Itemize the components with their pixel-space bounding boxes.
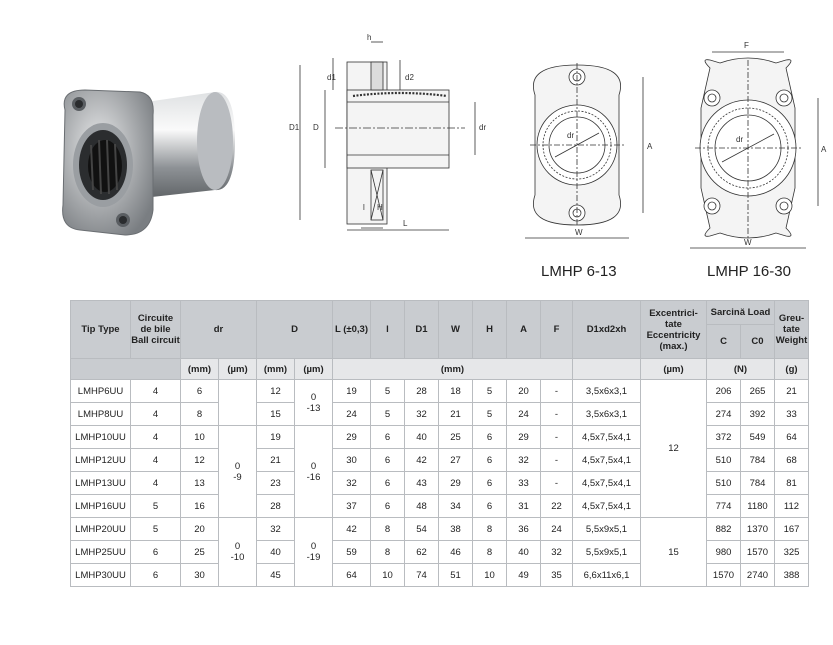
front-large-F-label: F [744, 41, 749, 50]
cell-dr-tol-blank [219, 380, 257, 426]
cell-ball-circuit: 4 [131, 449, 181, 472]
cell-D1: 28 [405, 380, 439, 403]
cell-W: 38 [439, 518, 473, 541]
unit-D-mm: (mm) [257, 359, 295, 380]
unit-dr-mm: (mm) [181, 359, 219, 380]
cell-ball-circuit: 4 [131, 426, 181, 449]
dim-D-label: D [313, 123, 319, 132]
cell-A: 49 [507, 564, 541, 587]
dim-h-label: h [367, 33, 372, 42]
tolerance-lower: -10 [230, 552, 245, 563]
caption-lmhp-16-30: LMHP 16-30 [707, 263, 791, 280]
cell-dr: 10 [181, 426, 219, 449]
cell-D: 15 [257, 403, 295, 426]
cell-F: - [541, 449, 573, 472]
tolerance-upper: 0 [310, 391, 317, 403]
cell-C0: 2740 [741, 564, 775, 587]
header-D1: D1 [405, 301, 439, 359]
cell-type: LMHP8UU [71, 403, 131, 426]
front-view-large-drawing [680, 38, 830, 258]
cell-weight: 64 [775, 426, 809, 449]
dim-l-label: l [363, 203, 365, 212]
cell-dr-tolerance [219, 518, 257, 587]
cell-l: 6 [371, 472, 405, 495]
table-body [71, 380, 809, 587]
cell-D: 45 [257, 564, 295, 587]
tolerance-upper: 0 [310, 460, 317, 472]
cell-A: 29 [507, 426, 541, 449]
cell-dxh: 5,5x9x5,1 [573, 518, 641, 541]
header-circuite: Circuite de bile Ball circuit [131, 301, 181, 359]
header-A: A [507, 301, 541, 359]
unit-weight: (g) [775, 359, 809, 380]
unit-D-um: (µm) [295, 359, 333, 380]
cell-dr: 12 [181, 449, 219, 472]
front-large-W-label: W [744, 238, 752, 247]
tolerance-lower: -16 [306, 471, 321, 483]
cell-l: 6 [371, 495, 405, 518]
cell-dxh: 4,5x7,5x4,1 [573, 426, 641, 449]
cell-dr-tolerance [219, 426, 257, 518]
spec-table [70, 300, 809, 587]
cell-type: LMHP20UU [71, 518, 131, 541]
cell-l: 6 [371, 426, 405, 449]
cell-H: 6 [473, 449, 507, 472]
cell-A: 24 [507, 403, 541, 426]
cell-C: 274 [707, 403, 741, 426]
cell-D-tolerance [295, 380, 333, 426]
cell-D1: 48 [405, 495, 439, 518]
cell-F: 35 [541, 564, 573, 587]
front-small-W-label: W [575, 228, 583, 237]
cell-D1: 43 [405, 472, 439, 495]
cell-C0: 784 [741, 472, 775, 495]
cell-l: 6 [371, 449, 405, 472]
cell-D-tolerance [295, 518, 333, 587]
unit-blank [71, 359, 181, 380]
dim-d1-label: d1 [327, 73, 336, 82]
cell-weight: 33 [775, 403, 809, 426]
cell-type: LMHP16UU [71, 495, 131, 518]
cell-D: 28 [257, 495, 295, 518]
dim-dr-label: dr [479, 123, 487, 132]
cell-D: 23 [257, 472, 295, 495]
cell-H: 6 [473, 495, 507, 518]
cell-C0: 549 [741, 426, 775, 449]
cell-W: 25 [439, 426, 473, 449]
header-dxh: D1xd2xh [573, 301, 641, 359]
cell-C0: 1570 [741, 541, 775, 564]
cell-H: 5 [473, 403, 507, 426]
cell-dxh: 3,5x6x3,1 [573, 403, 641, 426]
front-large-dr-label: dr [736, 135, 744, 144]
side-section-drawing [285, 30, 500, 235]
front-view-small-drawing [515, 55, 665, 245]
cell-l: 8 [371, 541, 405, 564]
cell-L: 30 [333, 449, 371, 472]
cell-F: - [541, 380, 573, 403]
cell-dr: 8 [181, 403, 219, 426]
unit-dxh-blank [573, 359, 641, 380]
front-small-A-label: A [647, 142, 653, 151]
cell-L: 32 [333, 472, 371, 495]
cell-D1: 42 [405, 449, 439, 472]
cell-weight: 388 [775, 564, 809, 587]
cell-D: 19 [257, 426, 295, 449]
cell-D: 12 [257, 380, 295, 403]
cell-C: 510 [707, 472, 741, 495]
cell-C: 372 [707, 426, 741, 449]
cell-C: 510 [707, 449, 741, 472]
tolerance-upper: 0 [310, 541, 317, 552]
cell-dxh: 4,5x7,5x4,1 [573, 495, 641, 518]
bearing-photo [55, 70, 240, 240]
dim-H-label: H [377, 203, 383, 212]
header-W: W [439, 301, 473, 359]
cell-H: 10 [473, 564, 507, 587]
cell-A: 31 [507, 495, 541, 518]
cell-type: LMHP13UU [71, 472, 131, 495]
cell-H: 6 [473, 426, 507, 449]
cell-H: 8 [473, 518, 507, 541]
cell-dr: 6 [181, 380, 219, 403]
cell-weight: 167 [775, 518, 809, 541]
cell-dr: 16 [181, 495, 219, 518]
cell-dr: 25 [181, 541, 219, 564]
cell-C0: 265 [741, 380, 775, 403]
cell-D: 40 [257, 541, 295, 564]
front-small-dr-label: dr [567, 131, 575, 140]
cell-weight: 68 [775, 449, 809, 472]
cell-W: 18 [439, 380, 473, 403]
cell-H: 5 [473, 380, 507, 403]
cell-D: 32 [257, 518, 295, 541]
cell-L: 24 [333, 403, 371, 426]
cell-F: 32 [541, 541, 573, 564]
dim-L-label: L [403, 219, 408, 228]
cell-ball-circuit: 5 [131, 495, 181, 518]
cell-dxh: 3,5x6x3,1 [573, 380, 641, 403]
cell-ball-circuit: 6 [131, 541, 181, 564]
cell-weight: 21 [775, 380, 809, 403]
header-C0: C0 [741, 325, 775, 359]
cell-l: 10 [371, 564, 405, 587]
header-dr: dr [181, 301, 257, 359]
front-large-A-label: A [821, 145, 827, 154]
cell-dr: 20 [181, 518, 219, 541]
cell-L: 64 [333, 564, 371, 587]
table-row [71, 518, 809, 541]
cell-type: LMHP12UU [71, 449, 131, 472]
cell-W: 34 [439, 495, 473, 518]
cell-eccentricity: 12 [641, 380, 707, 518]
cell-D: 21 [257, 449, 295, 472]
header-H: H [473, 301, 507, 359]
cell-F: - [541, 426, 573, 449]
cell-dxh: 6,6x11x6,1 [573, 564, 641, 587]
unit-load: (N) [707, 359, 775, 380]
cell-C0: 784 [741, 449, 775, 472]
cell-ball-circuit: 6 [131, 564, 181, 587]
cell-L: 19 [333, 380, 371, 403]
cell-F: - [541, 403, 573, 426]
unit-mm: (mm) [333, 359, 573, 380]
cell-C0: 1370 [741, 518, 775, 541]
cell-type: LMHP6UU [71, 380, 131, 403]
cell-C0: 1180 [741, 495, 775, 518]
cell-F: 22 [541, 495, 573, 518]
cell-A: 32 [507, 449, 541, 472]
tolerance-lower: -19 [306, 552, 321, 563]
cell-D-tolerance [295, 426, 333, 518]
cell-dr: 30 [181, 564, 219, 587]
header-C: C [707, 325, 741, 359]
header-F: F [541, 301, 573, 359]
cell-A: 33 [507, 472, 541, 495]
cell-A: 20 [507, 380, 541, 403]
cell-D1: 32 [405, 403, 439, 426]
cell-D1: 62 [405, 541, 439, 564]
header-weight: Greu-tate Weight [775, 301, 809, 359]
cell-dxh: 5,5x9x5,1 [573, 541, 641, 564]
cell-dr: 13 [181, 472, 219, 495]
cell-type: LMHP10UU [71, 426, 131, 449]
cell-eccentricity: 15 [641, 518, 707, 587]
cell-type: LMHP30UU [71, 564, 131, 587]
cell-D1: 54 [405, 518, 439, 541]
dim-D1-label: D1 [289, 123, 300, 132]
cell-L: 29 [333, 426, 371, 449]
cell-weight: 325 [775, 541, 809, 564]
tolerance-upper: 0 [234, 541, 241, 552]
cell-F: - [541, 472, 573, 495]
cell-L: 42 [333, 518, 371, 541]
header-L: L (±0,3) [333, 301, 371, 359]
cell-H: 6 [473, 472, 507, 495]
cell-l: 5 [371, 403, 405, 426]
table-row [71, 380, 809, 403]
cell-W: 51 [439, 564, 473, 587]
tolerance-lower: -13 [306, 402, 321, 414]
cell-A: 40 [507, 541, 541, 564]
unit-dr-um: (µm) [219, 359, 257, 380]
cell-type: LMHP25UU [71, 541, 131, 564]
cell-dxh: 4,5x7,5x4,1 [573, 449, 641, 472]
header-l: l [371, 301, 405, 359]
cell-weight: 81 [775, 472, 809, 495]
cell-A: 36 [507, 518, 541, 541]
tolerance-lower: -9 [233, 471, 242, 483]
header-load: Sarcină Load [707, 301, 775, 325]
cell-l: 5 [371, 380, 405, 403]
cell-l: 8 [371, 518, 405, 541]
cell-W: 29 [439, 472, 473, 495]
header-eccentricity: Excentrici-tate Eccentricity (max.) [641, 301, 707, 359]
cell-D1: 40 [405, 426, 439, 449]
cell-D1: 74 [405, 564, 439, 587]
cell-ball-circuit: 4 [131, 403, 181, 426]
cell-C: 980 [707, 541, 741, 564]
cell-ball-circuit: 5 [131, 518, 181, 541]
cell-W: 21 [439, 403, 473, 426]
cell-L: 59 [333, 541, 371, 564]
cell-C: 206 [707, 380, 741, 403]
tolerance-upper: 0 [234, 460, 241, 472]
cell-L: 37 [333, 495, 371, 518]
cell-H: 8 [473, 541, 507, 564]
cell-C: 774 [707, 495, 741, 518]
cell-C: 1570 [707, 564, 741, 587]
header-tip: Tip Type [71, 301, 131, 359]
cell-C0: 392 [741, 403, 775, 426]
cell-dxh: 4,5x7,5x4,1 [573, 472, 641, 495]
header-D: D [257, 301, 333, 359]
cell-C: 882 [707, 518, 741, 541]
cell-F: 24 [541, 518, 573, 541]
dim-d2-label: d2 [405, 73, 414, 82]
cell-ball-circuit: 4 [131, 380, 181, 403]
cell-ball-circuit: 4 [131, 472, 181, 495]
caption-lmhp-6-13: LMHP 6-13 [541, 263, 617, 280]
cell-W: 27 [439, 449, 473, 472]
unit-eccentricity: (µm) [641, 359, 707, 380]
cell-W: 46 [439, 541, 473, 564]
cell-weight: 112 [775, 495, 809, 518]
